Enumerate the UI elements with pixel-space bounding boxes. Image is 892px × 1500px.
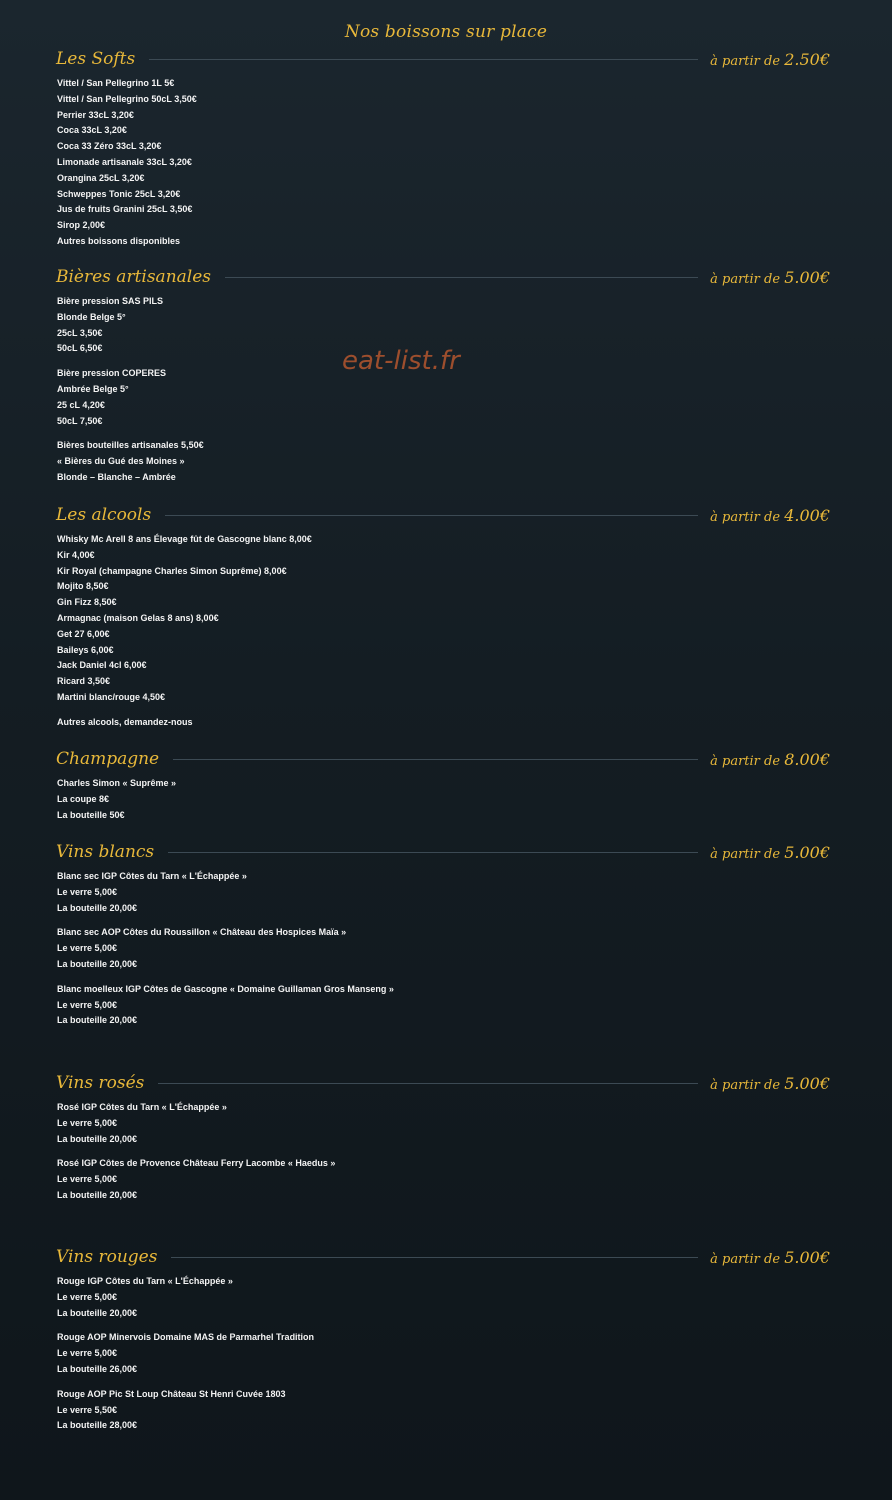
- menu-item: Rouge AOP Minervois Domaine MAS de Parmarhel Tradition: [57, 1332, 315, 1343]
- menu-item: Orangina 25cL 3,20€: [57, 172, 145, 183]
- menu-item: Le verre 5,50€: [57, 1404, 118, 1415]
- page-title: Nos boissons sur place: [344, 22, 548, 42]
- menu-section: [0, 502, 892, 740]
- section-price: [710, 843, 830, 862]
- price-prefix: à partir de: [710, 753, 781, 769]
- menu-item: Le verre 5,00€: [57, 1348, 118, 1359]
- price-prefix: à partir de: [710, 271, 781, 287]
- menu-item: Armagnac (maison Gelas 8 ans) 8,00€: [57, 612, 219, 623]
- menu-item: Get 27 6,00€: [57, 628, 110, 639]
- item-group: [57, 1156, 892, 1203]
- menu-item: « Bières du Gué des Moines »: [57, 456, 185, 467]
- menu-item: 50cL 7,50€: [57, 415, 103, 426]
- menu-item: Gin Fizz 8,50€: [57, 597, 117, 608]
- menu-item: Bière pression SAS PILS: [57, 296, 164, 306]
- section-price: [710, 1248, 830, 1267]
- section-items: [57, 294, 892, 486]
- menu-item: Le verre 5,00€: [57, 1117, 118, 1128]
- section-divider: [173, 759, 698, 760]
- menu-item: La coupe 8€: [57, 793, 110, 804]
- menu-item: 50cL 6,50€: [57, 343, 103, 354]
- menu-item: La bouteille 20,00€: [57, 1133, 138, 1144]
- menu-item: Blanc moelleux IGP Côtes de Gascogne « Domaine Guillaman Gros Manseng »: [57, 983, 394, 994]
- section-divider: [168, 852, 698, 853]
- section-items: [57, 1100, 892, 1204]
- price-value: 8.00€: [784, 749, 830, 769]
- menu-item: Bières bouteilles artisanales 5,50€: [57, 440, 204, 451]
- section-title: Bières artisanales: [56, 267, 212, 287]
- menu-item: La bouteille 50€: [57, 809, 125, 820]
- menu-item: Blonde – Blanche – Ambrée: [57, 471, 176, 482]
- section-title: Les Softs: [56, 49, 136, 69]
- menu-item: Vittel / San Pellegrino 50cL 3,50€: [57, 93, 197, 104]
- section-divider: [171, 1257, 698, 1258]
- menu-section: [0, 746, 892, 832]
- section-divider: [158, 1083, 698, 1084]
- item-group: [57, 982, 892, 1029]
- item-group: [57, 438, 892, 485]
- menu-item: Rouge IGP Côtes du Tarn « L'Échappée »: [57, 1276, 233, 1286]
- menu-section: [0, 839, 892, 1038]
- section-items: [57, 776, 892, 823]
- section-header: [56, 1244, 830, 1270]
- menu-item: Bière pression COPERES: [57, 368, 167, 379]
- menu-item: Martini blanc/rouge 4,50€: [57, 691, 166, 702]
- menu-section: [0, 46, 892, 259]
- menu-section: [0, 1244, 892, 1443]
- section-header: [56, 264, 830, 290]
- menu-item: Le verre 5,00€: [57, 1174, 118, 1185]
- menu-item: Kir Royal (champagne Charles Simon Suprême) 8,00€: [57, 565, 287, 576]
- menu-item: La bouteille 20,00€: [57, 902, 138, 913]
- menu-item: Mojito 8,50€: [57, 581, 109, 592]
- watermark: eat-list.fr: [342, 346, 460, 376]
- menu-item: Whisky Mc Arell 8 ans Élevage fût de Gascogne blanc 8,00€: [57, 534, 312, 544]
- menu-item: Jack Daniel 4cl 6,00€: [57, 660, 147, 671]
- section-title: Champagne: [56, 749, 160, 769]
- menu-item: La bouteille 28,00€: [57, 1420, 138, 1431]
- item-group: [57, 869, 892, 916]
- menu-item: Sirop 2,00€: [57, 220, 106, 231]
- item-group: [57, 294, 892, 357]
- menu-item: Blonde Belge 5°: [57, 311, 126, 322]
- item-group: [57, 366, 892, 429]
- menu-item: Coca 33 Zéro 33cL 3,20€: [57, 141, 162, 152]
- menu-item: Rouge AOP Pic St Loup Château St Henri Cuvée 1803: [57, 1388, 286, 1399]
- menu-item: La bouteille 20,00€: [57, 958, 138, 969]
- price-prefix: à partir de: [710, 53, 781, 69]
- menu-item: Blanc sec IGP Côtes du Tarn « L'Échappée »: [57, 871, 247, 881]
- section-price: [710, 1074, 830, 1093]
- section-title: Vins blancs: [56, 842, 155, 862]
- menu-item: Autres boissons disponibles: [57, 235, 181, 246]
- menu-item: Baileys 6,00€: [57, 644, 114, 655]
- item-group: [57, 1274, 892, 1321]
- price-value: 5.00€: [784, 267, 830, 287]
- menu-item: Jus de fruits Granini 25cL 3,50€: [57, 204, 193, 215]
- section-divider: [165, 515, 698, 516]
- menu-item: Le verre 5,00€: [57, 999, 118, 1010]
- section-price: [710, 50, 830, 69]
- price-value: 4.00€: [784, 505, 830, 525]
- menu-item: La bouteille 20,00€: [57, 1015, 138, 1026]
- menu-item: Schweppes Tonic 25cL 3,20€: [57, 188, 181, 199]
- menu-item: Perrier 33cL 3,20€: [57, 109, 134, 120]
- section-divider: [225, 277, 698, 278]
- menu-item: Kir 4,00€: [57, 549, 95, 560]
- section-title: Vins rosés: [56, 1073, 145, 1093]
- menu-item: La bouteille 20,00€: [57, 1189, 138, 1200]
- section-header: [56, 1070, 830, 1096]
- menu-section: [0, 1070, 892, 1213]
- price-prefix: à partir de: [710, 846, 781, 862]
- section-price: [710, 268, 830, 287]
- item-group: [57, 76, 892, 250]
- menu-item: Rosé IGP Côtes du Tarn « L'Échappée »: [57, 1102, 227, 1112]
- section-items: [57, 76, 892, 250]
- section-header: [56, 46, 830, 72]
- menu-item: 25 cL 4,20€: [57, 399, 105, 410]
- section-header: [56, 502, 830, 528]
- price-value: 5.00€: [784, 842, 830, 862]
- section-price: [710, 506, 830, 525]
- menu-section: [0, 264, 892, 495]
- section-items: [57, 1274, 892, 1434]
- menu-item: Le verre 5,00€: [57, 943, 118, 954]
- section-items: [57, 532, 892, 731]
- menu-item: La bouteille 26,00€: [57, 1363, 138, 1374]
- item-group: [57, 776, 892, 823]
- item-group: [57, 1330, 892, 1377]
- section-price: [710, 750, 830, 769]
- menu-item: Blanc sec AOP Côtes du Roussillon « Château des Hospices Maïa »: [57, 927, 347, 938]
- price-prefix: à partir de: [710, 509, 781, 525]
- menu-item: Vittel / San Pellegrino 1L 5€: [57, 78, 175, 88]
- item-group: [57, 532, 892, 706]
- item-group: [57, 925, 892, 972]
- menu-item: Rosé IGP Côtes de Provence Château Ferry Lacombe « Haedus »: [57, 1158, 336, 1169]
- section-header: [56, 839, 830, 865]
- price-value: 2.50€: [784, 49, 830, 69]
- menu-item: La bouteille 20,00€: [57, 1307, 138, 1318]
- menu-item: Limonade artisanale 33cL 3,20€: [57, 156, 192, 167]
- section-divider: [149, 59, 698, 60]
- menu-item: Autres alcools, demandez-nous: [57, 716, 193, 727]
- menu-item: Le verre 5,00€: [57, 1291, 118, 1302]
- item-group: [57, 1387, 892, 1434]
- item-group: [57, 1100, 892, 1147]
- menu-item: Ricard 3,50€: [57, 676, 111, 687]
- section-header: [56, 746, 830, 772]
- price-value: 5.00€: [784, 1247, 830, 1267]
- menu-item: Charles Simon « Suprême »: [57, 778, 177, 788]
- section-items: [57, 869, 892, 1029]
- price-prefix: à partir de: [710, 1251, 781, 1267]
- section-title: Vins rouges: [56, 1247, 158, 1267]
- menu-item: Le verre 5,00€: [57, 886, 118, 897]
- item-group: [57, 715, 892, 731]
- section-title: Les alcools: [56, 505, 152, 525]
- price-value: 5.00€: [784, 1073, 830, 1093]
- menu-item: Coca 33cL 3,20€: [57, 125, 127, 136]
- price-prefix: à partir de: [710, 1077, 781, 1093]
- menu-item: 25cL 3,50€: [57, 327, 103, 338]
- menu-item: Ambrée Belge 5°: [57, 383, 129, 394]
